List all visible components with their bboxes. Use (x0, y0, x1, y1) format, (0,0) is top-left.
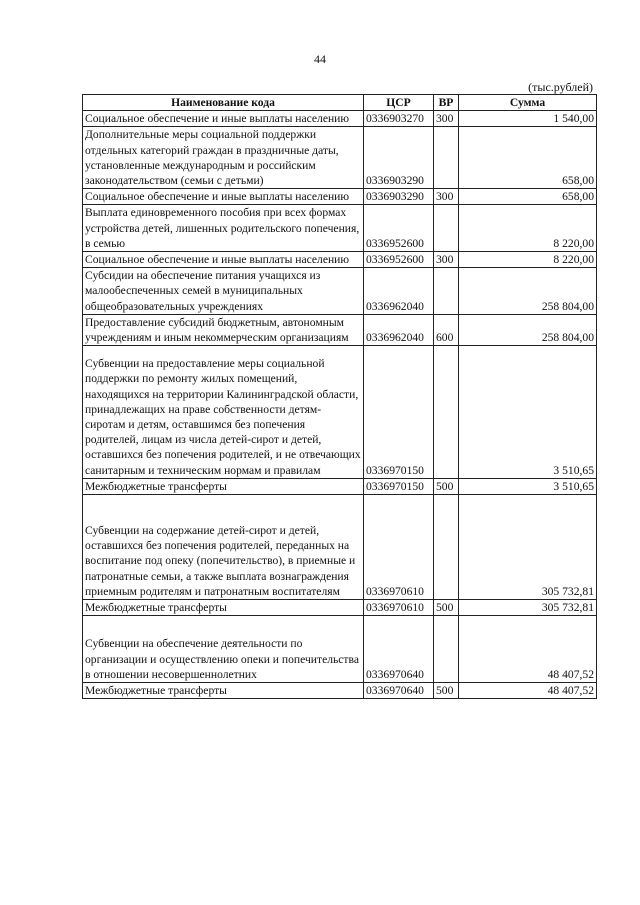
row-sum: 258 804,00 (459, 314, 597, 345)
row-csr: 0336970610 (364, 600, 434, 616)
row-vr: 500 (434, 600, 459, 616)
row-name: Субсидии на обеспечение питания учащихся из малообеспеченных семей в муниципальных общеобразовательных учреждениях (83, 268, 364, 315)
row-name: Социальное обеспечение и иные выплаты населению (83, 189, 364, 205)
table-header-row (83, 95, 597, 111)
table-row (83, 600, 597, 616)
units-label: (тыс.рублей) (528, 80, 593, 94)
row-csr: 0336952600 (364, 205, 434, 252)
table-row (83, 205, 597, 252)
row-csr: 0336962040 (364, 268, 434, 315)
row-name: Субвенции на предоставление меры социальной поддержки по ремонту жилых помещений, находящихся на территории Калининградской области, принадлежащих на праве собственности детям-сиротам и детям, оставшимся без попечения родителей, лицам из числа детей-сирот и детей, оставшихся без попечения родителей, и не отвечающих санитарным и техническим нормам и правилам (83, 346, 364, 479)
row-csr: 0336903290 (364, 127, 434, 189)
table-row (83, 478, 597, 494)
row-vr: 300 (434, 189, 459, 205)
table-row (83, 495, 597, 600)
table-row (83, 314, 597, 345)
row-sum: 258 804,00 (459, 268, 597, 315)
row-sum: 1 540,00 (459, 111, 597, 127)
row-name: Межбюджетные трансферты (83, 682, 364, 698)
row-sum: 48 407,52 (459, 616, 597, 683)
row-sum: 8 220,00 (459, 205, 597, 252)
row-vr (434, 495, 459, 600)
table-row (83, 189, 597, 205)
row-name: Межбюджетные трансферты (83, 600, 364, 616)
row-vr: 500 (434, 478, 459, 494)
row-vr: 300 (434, 111, 459, 127)
row-csr: 0336970610 (364, 495, 434, 600)
row-csr: 0336970150 (364, 346, 434, 479)
row-vr: 600 (434, 314, 459, 345)
column-header-vr: ВР (434, 95, 459, 111)
row-vr: 500 (434, 682, 459, 698)
row-csr: 0336903290 (364, 189, 434, 205)
row-csr: 0336970640 (364, 616, 434, 683)
table-row (83, 616, 597, 683)
page-number: 44 (314, 52, 326, 66)
row-name: Социальное обеспечение и иные выплаты населению (83, 252, 364, 268)
row-sum: 658,00 (459, 189, 597, 205)
row-csr: 0336903270 (364, 111, 434, 127)
table-row (83, 268, 597, 315)
row-name: Дополнительные меры социальной поддержки отдельных категорий граждан в праздничные даты, установленные международным и российским законодательством (семьи с детьми) (83, 127, 364, 189)
column-header-csr: ЦСР (364, 95, 434, 111)
row-csr: 0336970640 (364, 682, 434, 698)
row-sum: 3 510,65 (459, 346, 597, 479)
table-row (83, 252, 597, 268)
column-header-name: Наименование кода (83, 95, 364, 111)
budget-table (82, 94, 597, 699)
row-vr (434, 268, 459, 315)
table-row (83, 111, 597, 127)
column-header-sum: Сумма (459, 95, 597, 111)
row-sum: 658,00 (459, 127, 597, 189)
table-row (83, 346, 597, 479)
row-csr: 0336962040 (364, 314, 434, 345)
row-name: Социальное обеспечение и иные выплаты населению (83, 111, 364, 127)
row-vr (434, 205, 459, 252)
row-csr: 0336970150 (364, 478, 434, 494)
row-name: Межбюджетные трансферты (83, 478, 364, 494)
row-csr: 0336952600 (364, 252, 434, 268)
row-name: Выплата единовременного пособия при всех формах устройства детей, лишенных родительского попечения, в семью (83, 205, 364, 252)
table-row (83, 127, 597, 189)
row-vr: 300 (434, 252, 459, 268)
row-sum: 8 220,00 (459, 252, 597, 268)
row-sum: 305 732,81 (459, 600, 597, 616)
row-vr (434, 616, 459, 683)
row-name: Субвенции на обеспечение деятельности по организации и осуществлению опеки и попечительства в отношении несовершеннолетних (83, 616, 364, 683)
row-name: Субвенции на содержание детей-сирот и детей, оставшихся без попечения родителей, переданных на воспитание под опеку (попечительство), в приемные и патронатные семьи, а также выплата вознаграждения приемным родителям и патронатным воспитателям (83, 495, 364, 600)
table-row (83, 682, 597, 698)
row-sum: 3 510,65 (459, 478, 597, 494)
row-vr (434, 127, 459, 189)
row-name: Предоставление субсидий бюджетным, автономным учреждениям и иным некоммерческим организациям (83, 314, 364, 345)
row-sum: 305 732,81 (459, 495, 597, 600)
row-sum: 48 407,52 (459, 682, 597, 698)
row-vr (434, 346, 459, 479)
